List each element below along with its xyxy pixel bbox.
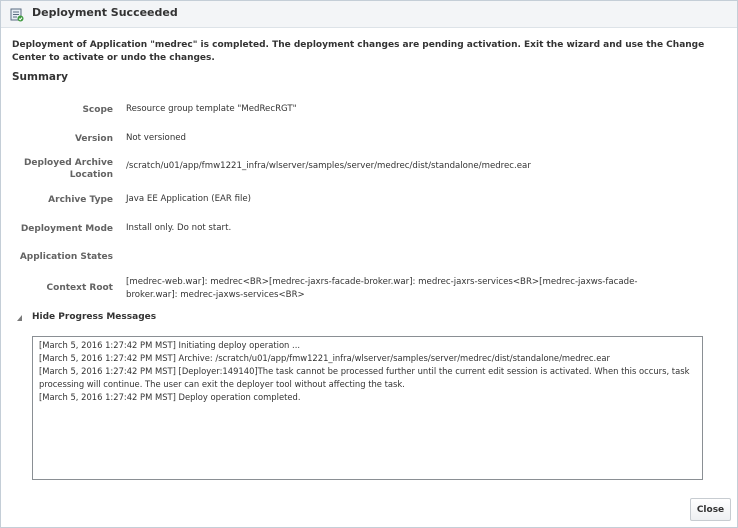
progress-message: [March 5, 2016 1:27:42 PM MST] Deploy operation completed. [39,392,301,402]
version-value: Not versioned [126,133,187,143]
progress-message: [March 5, 2016 1:27:42 PM MST] Archive: /scratch/u01/app/fmw1221_infra/wlserver/samples/server/medrec/dist/standalone/medrec.ear [39,353,610,363]
scope-value: Resource group template "MedRecRGT" [126,104,297,114]
archive-location-label: Deployed Archive Location [23,158,113,180]
deployment-mode-value: Install only. Do not start. [126,223,232,233]
archive-type-label: Archive Type [48,195,113,205]
context-root-value: [medrec-web.war]: medrec<BR>[medrec-jaxrs-facade-broker.war]: medrec-jaxrs-services<BR>[medrec-jaxws-facade-broker.war]: medrec-jaxws-services<BR> [126,277,638,300]
hide-progress-label[interactable]: Hide Progress Messages [32,312,157,322]
progress-messages-box[interactable] [32,336,703,480]
archive-type-value: Java EE Application (EAR file) [126,194,252,204]
dialog-title: Deployment Succeeded [32,6,178,19]
application-states-label: Application States [19,252,113,262]
close-button[interactable]: Close [690,498,731,521]
scope-label: Scope [82,105,113,115]
disclosure-triangle-icon[interactable] [17,315,22,321]
summary-heading: Summary [12,71,69,83]
archive-location-value: /scratch/u01/app/fmw1221_infra/wlserver/samples/server/medrec/dist/standalone/medrec.ear [126,161,531,171]
context-root-label: Context Root [46,283,113,293]
deployment-message: Deployment of Application "medrec" is completed. The deployment changes are pending activation. Exit the wizard and use the Change Center to activate or undo the changes. [12,40,705,63]
progress-message: [March 5, 2016 1:27:42 PM MST] [Deployer:149140]The task cannot be processed further until the current edit session is activated. When this occurs, task processing will continue. The user can exit the deployer tool without affecting the task. [39,366,690,389]
deployment-icon [10,7,24,21]
progress-message: [March 5, 2016 1:27:42 PM MST] Initiating deploy operation ... [39,340,301,350]
dialog-titlebar [1,1,737,28]
deployment-mode-label: Deployment Mode [20,224,113,234]
version-label: Version [74,134,113,144]
